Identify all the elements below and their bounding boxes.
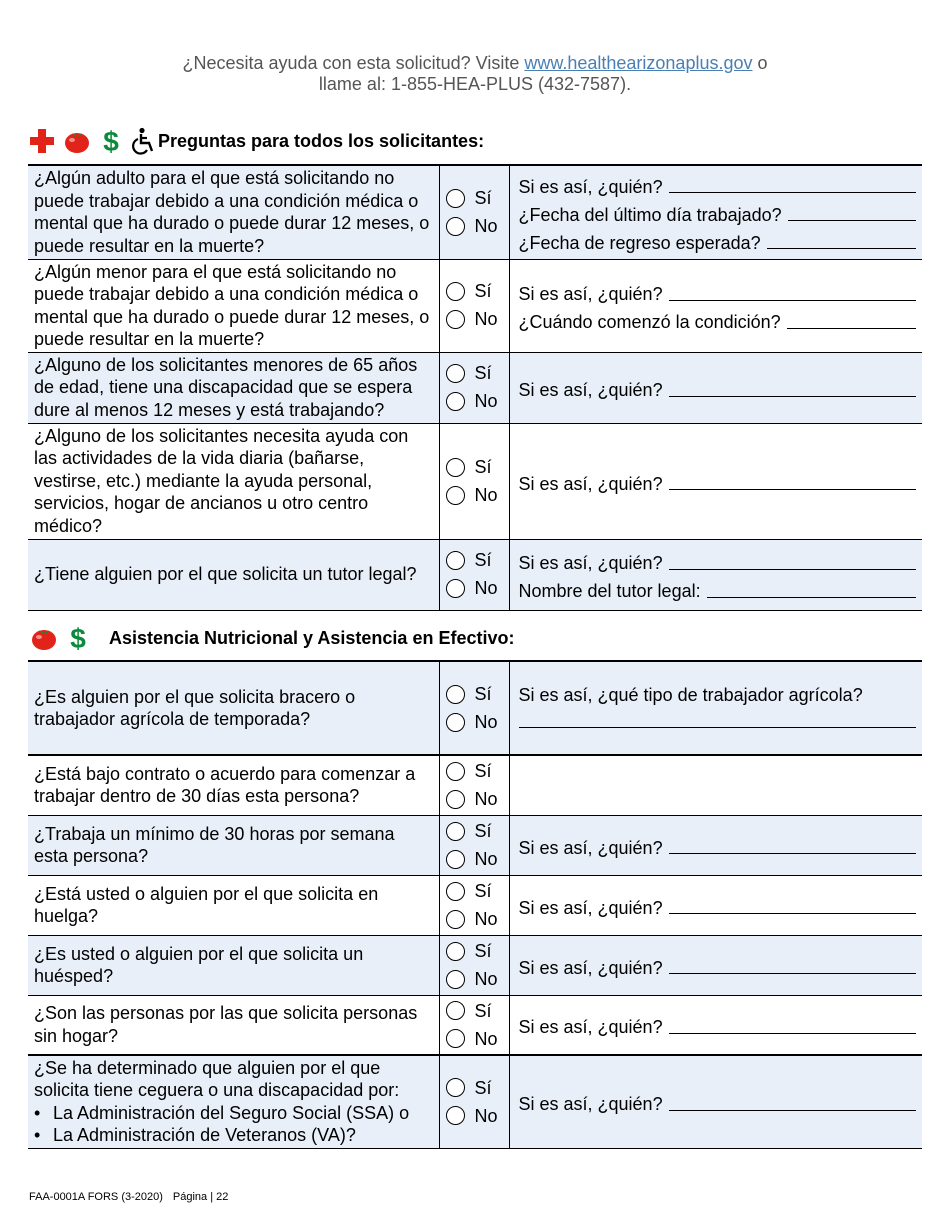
table-row (28, 995, 922, 1055)
option-yes[interactable] (446, 997, 509, 1025)
yes-label: Sí (474, 820, 492, 841)
radio-yes[interactable] (446, 189, 465, 208)
answer-input[interactable] (707, 597, 916, 598)
table-row (28, 352, 922, 423)
option-yes[interactable] (446, 1074, 509, 1102)
help-line-1 (0, 53, 950, 74)
option-yes[interactable] (446, 360, 509, 388)
section2-table (28, 660, 922, 1149)
option-no[interactable] (446, 1025, 509, 1053)
question-text: ¿Es alguien por el que solicita bracero o trabajador agrícola de temporada? (28, 661, 439, 755)
radio-yes[interactable] (446, 942, 465, 961)
yes-label: Sí (474, 550, 492, 571)
answer-label: ¿Cuándo comenzó la condición? (518, 312, 781, 332)
radio-no[interactable] (446, 1029, 465, 1048)
radio-yes[interactable] (446, 458, 465, 477)
yes-no-options (439, 995, 509, 1055)
no-label: No (474, 309, 498, 330)
radio-yes[interactable] (446, 685, 465, 704)
answer-cell (509, 995, 922, 1055)
answer-input[interactable] (669, 300, 916, 301)
answer-input[interactable] (519, 727, 917, 728)
answer-input[interactable] (669, 1033, 916, 1034)
option-yes[interactable] (446, 547, 509, 575)
no-label: No (474, 216, 498, 236)
answer-line (519, 575, 917, 603)
answer-label: ¿Fecha del último día trabajado? (518, 204, 782, 225)
yes-label: Sí (474, 683, 492, 704)
tomato-icon (31, 625, 57, 651)
radio-no[interactable] (446, 970, 465, 989)
yes-label: Sí (474, 188, 492, 208)
yes-no-options (439, 259, 509, 352)
table-row (28, 935, 922, 995)
yes-label: Sí (474, 940, 492, 961)
question-text: ¿Está bajo contrato o acuerdo para comenzar a trabajar dentro de 30 días esta persona? (28, 755, 439, 815)
radio-yes[interactable] (446, 551, 465, 570)
answer-input[interactable] (787, 328, 916, 329)
no-label: No (474, 1028, 498, 1049)
answer-label: Si es así, ¿quién? (518, 284, 663, 304)
answer-line (519, 226, 917, 254)
question-text (28, 1055, 439, 1148)
answer-line (519, 951, 917, 979)
answer-input[interactable] (669, 973, 916, 974)
table-row (28, 259, 922, 352)
dollar-icon (67, 624, 89, 652)
radio-yes[interactable] (446, 282, 465, 301)
answer-input[interactable] (767, 248, 916, 249)
option-yes[interactable] (446, 877, 509, 905)
no-label: No (474, 908, 498, 929)
answer-cell (509, 755, 922, 815)
yes-no-options (439, 755, 509, 815)
no-label: No (474, 484, 498, 505)
radio-yes[interactable] (446, 1078, 465, 1097)
help-line-2: llame al: 1-855-HEA-PLUS (432-7587). (318, 74, 632, 94)
answer-label: Si es así, ¿quién? (518, 1094, 663, 1115)
answer-cell (509, 661, 922, 755)
answer-label: Si es así, ¿qué tipo de trabajador agrícola? (518, 685, 863, 706)
question-text: ¿Tiene alguien por el que solicita un tutor legal? (28, 539, 439, 610)
answer-cell (509, 423, 922, 539)
answer-input[interactable] (669, 1110, 916, 1111)
option-no[interactable] (446, 481, 509, 509)
table-row (28, 815, 922, 875)
section2-heading (31, 624, 514, 652)
answer-label: Si es así, ¿quién? (518, 553, 663, 573)
yes-no-options (439, 539, 509, 610)
yes-no-options (439, 352, 509, 423)
radio-no[interactable] (446, 486, 465, 505)
tomato-icon (64, 128, 90, 154)
table-row (28, 423, 922, 539)
answer-cell (509, 875, 922, 935)
table-row (28, 755, 922, 815)
question-text: ¿Algún menor para el que está solicitando no puede trabajar debido a una condición médica o mental que ha durado o puede durar 12 meses, o puede resultar en la muerte? (28, 259, 439, 352)
question-text: ¿Trabaja un mínimo de 30 horas por semana esta persona? (28, 815, 439, 875)
yes-label: Sí (474, 761, 492, 781)
no-label: No (474, 789, 498, 809)
option-no[interactable] (446, 1102, 509, 1130)
answer-label: ¿Fecha de regreso esperada? (518, 232, 761, 253)
bullet-item: • La Administración del Seguro Social (SSA) o (34, 1102, 433, 1125)
answer-cell (509, 539, 922, 610)
yes-label: Sí (474, 456, 492, 477)
yes-no-options (439, 661, 509, 755)
yes-no-options (439, 935, 509, 995)
answer-line (519, 1011, 917, 1039)
yes-label: Sí (474, 1000, 492, 1021)
answer-cell (509, 815, 922, 875)
yes-label: Sí (474, 363, 492, 384)
answer-cell (509, 352, 922, 423)
footer (29, 1191, 228, 1203)
no-label: No (474, 968, 498, 989)
section1-title: Preguntas para todos los solicitantes: (158, 130, 485, 151)
answer-line (519, 306, 917, 334)
table-row (28, 165, 922, 259)
answer-label: Si es así, ¿quién? (518, 380, 663, 400)
answer-line (519, 547, 917, 575)
answer-input[interactable] (669, 853, 916, 854)
no-label: No (474, 578, 498, 599)
yes-label: Sí (474, 1077, 492, 1098)
radio-no[interactable] (446, 850, 465, 869)
radio-no[interactable] (446, 217, 465, 236)
yes-no-options (439, 875, 509, 935)
answer-input[interactable] (669, 396, 916, 397)
answer-label: Si es así, ¿quién? (518, 837, 663, 858)
yes-no-options (439, 1055, 509, 1148)
answer-input[interactable] (669, 913, 916, 914)
answer-line (519, 1088, 917, 1116)
option-yes[interactable] (446, 680, 509, 708)
no-label: No (474, 848, 498, 869)
no-label: No (474, 711, 498, 732)
answer-line (519, 467, 917, 495)
option-no[interactable] (446, 905, 509, 933)
answer-input[interactable] (669, 192, 916, 193)
option-no[interactable] (446, 212, 509, 240)
section1-table (28, 164, 922, 611)
answer-label: Si es así, ¿quién? (518, 473, 663, 494)
option-yes[interactable] (446, 184, 509, 212)
medical-cross-icon (29, 127, 55, 155)
answer-line (519, 374, 917, 402)
answer-cell (509, 935, 922, 995)
table-row (28, 1055, 922, 1148)
question-text: ¿Está usted o alguien por el que solicita en huelga? (28, 875, 439, 935)
option-yes[interactable] (446, 278, 509, 306)
radio-yes[interactable] (446, 822, 465, 841)
option-no[interactable] (446, 845, 509, 873)
website-link[interactable]: www.healthearizonaplus.gov (524, 53, 753, 73)
help-suffix: o (752, 53, 768, 73)
section1-heading (29, 127, 484, 155)
radio-yes[interactable] (446, 762, 465, 781)
section2-title: Asistencia Nutricional y Asistencia en Efectivo: (109, 627, 515, 648)
answer-line (519, 198, 917, 226)
question-text: ¿Son las personas por las que solicita personas sin hogar? (28, 995, 439, 1055)
form-id: FAA-0001A FORS (3-2020) (29, 1191, 163, 1203)
option-yes[interactable] (446, 937, 509, 965)
radio-no[interactable] (446, 910, 465, 929)
table-row (28, 539, 922, 610)
answer-label: Si es así, ¿quién? (518, 176, 663, 197)
option-no[interactable] (446, 965, 509, 993)
answer-line (519, 170, 917, 198)
table-row (28, 875, 922, 935)
radio-no[interactable] (446, 310, 465, 329)
svg-text:$: $ (103, 127, 119, 155)
question-text: ¿Es usted o alguien por el que solicita un huésped? (28, 935, 439, 995)
question-bullets (34, 1102, 433, 1147)
yes-no-options (439, 423, 509, 539)
yes-label: Sí (474, 281, 492, 302)
question-text: ¿Algún adulto para el que está solicitando no puede trabajar debido a una condición médica o mental que ha durado o puede durar 12 meses, o puede resultar en la muerte? (28, 165, 439, 259)
answer-label: Si es así, ¿quién? (518, 897, 663, 918)
answer-line (519, 831, 917, 859)
help-text (0, 53, 950, 95)
yes-no-options (439, 815, 509, 875)
answer-label: Si es así, ¿quién? (518, 1017, 663, 1038)
answer-input[interactable] (669, 489, 916, 490)
question-text: ¿Alguno de los solicitantes menores de 65 años de edad, tiene una discapacidad que se espera dure al menos 12 meses y está trabajando? (28, 352, 439, 423)
answer-cell (509, 165, 922, 259)
dollar-icon (100, 127, 122, 155)
page-number: Página | 22 (172, 1191, 229, 1203)
answer-cell (509, 259, 922, 352)
svg-text:$: $ (70, 624, 86, 652)
question-text: ¿Alguno de los solicitantes necesita ayuda con las actividades de la vida diaria (bañarse, vestirse, etc.) mediante la ayuda personal, servicios, hogar de ancianos u otro centro médico? (28, 423, 439, 539)
answer-label: Nombre del tutor legal: (518, 581, 701, 601)
bullet-item: • La Administración de Veteranos (VA)? (34, 1124, 433, 1147)
wheelchair-icon (132, 127, 158, 155)
answer-input[interactable] (788, 220, 916, 221)
no-label: No (474, 391, 498, 412)
radio-yes[interactable] (446, 882, 465, 901)
radio-no[interactable] (446, 713, 465, 732)
radio-no[interactable] (446, 392, 465, 411)
radio-yes[interactable] (446, 1001, 465, 1020)
option-yes[interactable] (446, 817, 509, 845)
radio-no[interactable] (446, 579, 465, 598)
option-no[interactable] (446, 306, 509, 334)
option-no[interactable] (446, 575, 509, 603)
radio-no[interactable] (446, 1106, 465, 1125)
option-yes[interactable] (446, 757, 509, 785)
option-yes[interactable] (446, 453, 509, 481)
answer-input[interactable] (669, 569, 916, 570)
question-text-main: ¿Se ha determinado que alguien por el que solicita tiene ceguera o una discapacidad por: (34, 1057, 400, 1101)
help-prefix: ¿Necesita ayuda con esta solicitud? Visite (182, 53, 525, 73)
option-no[interactable] (446, 388, 509, 416)
no-label: No (474, 1105, 498, 1126)
option-no[interactable] (446, 708, 509, 736)
answer-label: Si es así, ¿quién? (518, 957, 663, 978)
radio-no[interactable] (446, 790, 465, 809)
radio-yes[interactable] (446, 364, 465, 383)
answer-cell (509, 1055, 922, 1148)
table-row (28, 661, 922, 755)
yes-no-options (439, 165, 509, 259)
answer-line (519, 891, 917, 919)
answer-line (519, 278, 917, 306)
yes-label: Sí (474, 880, 492, 901)
option-no[interactable] (446, 785, 509, 813)
